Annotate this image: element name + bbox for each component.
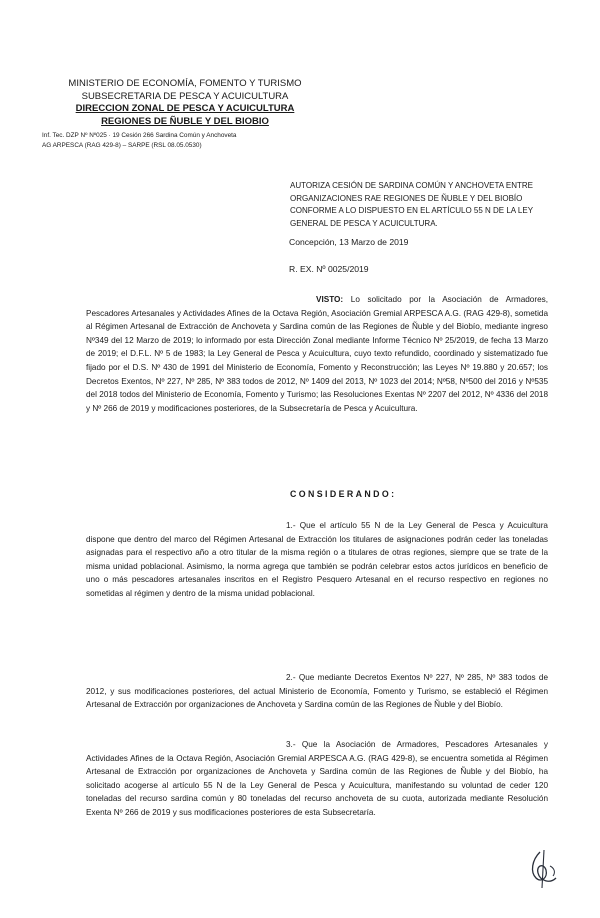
visto-text: Lo solicitado por la Asociación de Armadores, Pescadores Artesanales y Actividades Afines de la Octava Región, Asociación Gremial ARPESCA A.G. (RAG 429-8), sometida al Régimen Artesanal de Extracción de Anchoveta y Sardina común de las Regiones de Ñuble y del Biobío, mediante ingreso Nº349 del 12 Marzo de 2019; lo informado por esta Dirección Zonal mediante Informe Técnico Nº 25/2019, de fecha 13 Marzo de 2019; el D.F.L. Nº 5 de 1983; la Ley General de Pesca y Acuicultura, cuyo texto refundido, coordinado y sistematizado fue fijado por el D.S. Nº 430 de 1991 del Ministerio de Economía, Fomento y Reconstrucción; las Leyes Nº 19.880 y 20.657; los Decretos Exentos, Nº 227, Nº 285, Nº 383 todos de 2012, Nº 1409 del 2013, Nº 1023 del 2014; Nº58, Nº500 del 2016 y Nº535 del 2018 todos del Ministerio de Economía, Fomento y Turismo; las Resoluciones Exentas Nº 2207 del 2012, Nº 4336 del 2018 y Nº 266 de 2019 y modificaciones posteriores, de la Subsecretaría de Pesca y Acuicultura.	[86, 295, 548, 413]
considerando-paragraph-1: 1.- Que el artículo 55 N de la Ley General de Pesca y Acuicultura dispone que dentro del marco del Régimen Artesanal de Extracción los titulares de asignaciones podrán ceder las toneladas asignadas para el respectivo año a otro titular de la misma región o a titulares de otras regiones, siempre que se trate de la misma unidad poblacional. Asimismo, la norma agrega que también se podrán celebrar estos actos jurídicos en beneficio de uno o más pescadores artesanales inscritos en el Registro Pesquero Artesanal en el recurso respectivo en regiones no sometidas al régimen y dentro de la misma unidad poblacional.	[86, 521, 548, 598]
reference-line-2: AG ARPESCA (RAG 429-8) – SARPE (RSL 08.05.0530)	[42, 142, 202, 149]
considerando-heading: CONSIDERANDO:	[290, 489, 397, 499]
resolution-subject: AUTORIZA CESIÓN DE SARDINA COMÚN Y ANCHOVETA ENTRE ORGANIZACIONES RAE REGIONES DE ÑUBLE Y DEL BIOBÍO CONFORME A LO DISPUESTO EN EL ARTÍCULO 55 N DE LA LEY GENERAL DE PESCA Y ACUICULTURA.	[290, 181, 534, 228]
letterhead-ministry: MINISTERIO DE ECONOMÍA, FOMENTO Y TURISMO	[68, 78, 302, 89]
visto-paragraph	[86, 293, 548, 415]
letterhead-subsecretaria: SUBSECRETARIA DE PESCA Y ACUICULTURA	[81, 90, 289, 102]
place-and-date: Concepción, 13 Marzo de 2019	[289, 237, 409, 247]
considerando-paragraph-2: 2.- Que mediante Decretos Exentos Nº 227, Nº 285, Nº 383 todos de 2012, y sus modificaciones posteriores, del actual Ministerio de Economía, Fomento y Turismo, se estableció el Régimen Artesanal de Extracción por organizaciones de Anchoveta y Sardina común de las Regiones de Ñuble y del Biobío.	[86, 673, 548, 710]
resolution-number: R. EX. Nº 0025/2019	[289, 264, 369, 274]
handwritten-signature	[526, 848, 562, 890]
reference-lines	[42, 131, 302, 151]
reference-line-1: Inf. Tec. DZP Nº Nº025 · 19 Cesión 266 Sardina Común y Anchoveta	[42, 132, 237, 139]
considerando-paragraph-3: 3.- Que la Asociación de Armadores, Pescadores Artesanales y Actividades Afines de la Octava Región, Asociación Gremial ARPESCA A.G. (RAG 429-8), se encuentra sometida al Régimen Artesanal de Extracción por organizaciones de Anchoveta y Sardina común de las Regiones de Ñuble y del Biobío, ha solicitado acogerse al artículo 55 N de la Ley General de Pesca y Acuicultura, manifestando su voluntad de ceder 120 toneladas del recurso sardina común y 80 toneladas del recurso anchoveta de su cuota, autorizada mediante Resolución Exenta Nº 266 de 2019 y sus modificaciones posteriores de esta Subsecretaría.	[86, 740, 548, 817]
letterhead	[60, 78, 310, 128]
letterhead-direccion-zonal: DIRECCION ZONAL DE PESCA Y ACUICULTURA	[75, 103, 295, 114]
letterhead-regiones: REGIONES DE ÑUBLE Y DEL BIOBIO	[101, 115, 269, 127]
visto-label: VISTO:	[316, 295, 344, 304]
